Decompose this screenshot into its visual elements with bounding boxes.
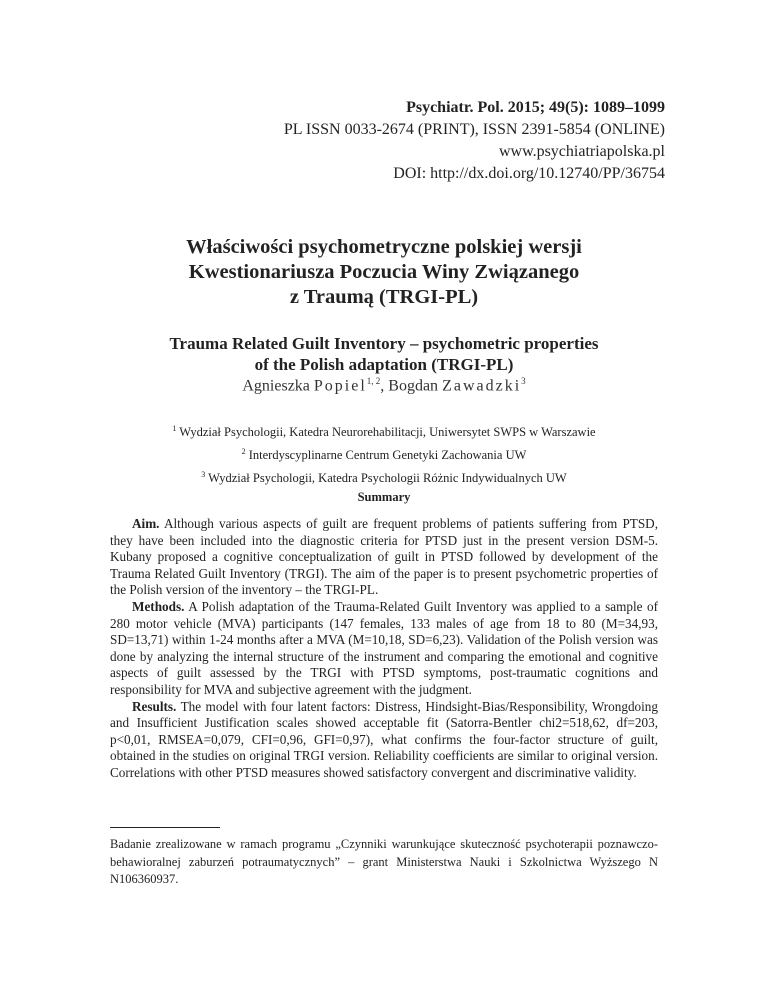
summary-heading: Summary: [357, 490, 411, 504]
subtitle-line: of the Polish adaptation (TRGI-PL): [254, 355, 514, 374]
article-title-polish: [110, 235, 658, 310]
abstract-section-text: The model with four latent factors: Distress, Hindsight-Bias/Responsibility, Wrongdoing and Insufficient Justification scales showed acceptable fit (Satorra-Bentler chi2=518,62, df=203, p<0,01, RMSEA=0,079, CFI=0,96, GFI=0,97), what confirms the four-factor structure of guilt, obtained in the studies on original TRGI version. Reliability coefficients are similar to original version. Correlations with other PTSD measures showed satisfactory convergent and discriminative validity.: [110, 698, 658, 780]
author-last-name: Zawadzki: [442, 377, 522, 395]
affiliation-number: 1: [172, 424, 177, 433]
abstract: [110, 516, 658, 782]
affiliation: [110, 442, 658, 465]
journal-website[interactable]: www.psychiatriapolska.pl: [498, 143, 665, 160]
footnote-divider: [110, 827, 220, 828]
article-doi[interactable]: DOI: http://dx.doi.org/10.12740/PP/36754: [393, 165, 665, 182]
journal-issn: PL ISSN 0033-2674 (PRINT), ISSN 2391-5854 (ONLINE): [283, 121, 665, 138]
affiliation-list: [110, 419, 658, 488]
affiliation-number: 2: [241, 447, 246, 457]
title-line: z Traumą (TRGI-PL): [289, 286, 479, 308]
abstract-methods: [110, 599, 658, 699]
affiliation-text: Wydział Psychologii, Katedra Neurorehabilitacji, Uniwersytet SWPS w Warszawie: [179, 425, 596, 440]
subtitle-line: Trauma Related Guilt Inventory – psychometric properties: [169, 334, 599, 353]
affiliation: [110, 465, 658, 488]
affiliation-text: Interdyscyplinarne Centrum Genetyki Zachowania UW: [248, 448, 527, 463]
affiliation-number: 3: [201, 470, 206, 480]
article-title-english: [110, 333, 658, 375]
journal-header: [284, 97, 665, 185]
author-affiliation-ref: 3: [521, 376, 526, 386]
abstract-section-label: Results.: [132, 698, 177, 714]
abstract-section-text: A Polish adaptation of the Trauma-Related Guilt Inventory was applied to a sample of 280 motor vehicle (MVA) participants (147 females, 133 males of age from 18 to 80 (M=34,93, SD=13,71) within 1-24 months after a MVA (M=10,18, SD=6,23). Validation of the Polish version was done by analyzing the internal structure of the instrument and comparing the emotional and cognitive aspects of guilt assessed by the TRGI with PTSD symptoms, post-traumatic cognitions and responsibility for MVA and subjective agreement with the judgment.: [110, 598, 658, 697]
title-line: Kwestionariusza Poczucia Winy Związanego: [188, 261, 580, 283]
author-affiliation-ref: 1, 2: [366, 376, 381, 386]
abstract-aim: [110, 516, 658, 599]
journal-citation: Psychiatr. Pol. 2015; 49(5): 1089–1099: [406, 99, 665, 116]
author-first-name: Agnieszka: [242, 377, 314, 395]
affiliation-text: Wydział Psychologii, Katedra Psychologii Różnic Indywidualnych UW: [208, 471, 567, 486]
author-first-name: Bogdan: [388, 377, 443, 395]
abstract-section-label: Aim.: [132, 516, 160, 531]
funding-footnote: Badanie zrealizowane w ramach programu „Czynniki warunkujące skuteczność psychoterapii poznawczo-behawioralnej zaburzeń potraumatycznych” – grant Ministerstwa Nauki i Szkolnictwa Wyższego N N106360937.: [110, 837, 658, 886]
affiliation: [110, 419, 658, 442]
author-list: [110, 376, 658, 395]
author-last-name: Popiel: [313, 377, 367, 395]
title-line: Właściwości psychometryczne polskiej wersji: [186, 236, 582, 258]
abstract-section-label: Methods.: [132, 598, 185, 614]
abstract-section-text: Although various aspects of guilt are frequent problems of patients suffering from PTSD, they have been included into the diagnostic criteria for PTSD just in the present version DSM-5. Kubany proposed a cognitive conceptualization of guilt in PTSD followed by development of the Trauma Related Guilt Inventory (TRGI). The aim of the paper is to present psychometric properties of the Polish version of the inventory – the TRGI-PL.: [110, 516, 658, 598]
author-separator: ,: [380, 377, 389, 395]
abstract-results: [110, 699, 658, 782]
